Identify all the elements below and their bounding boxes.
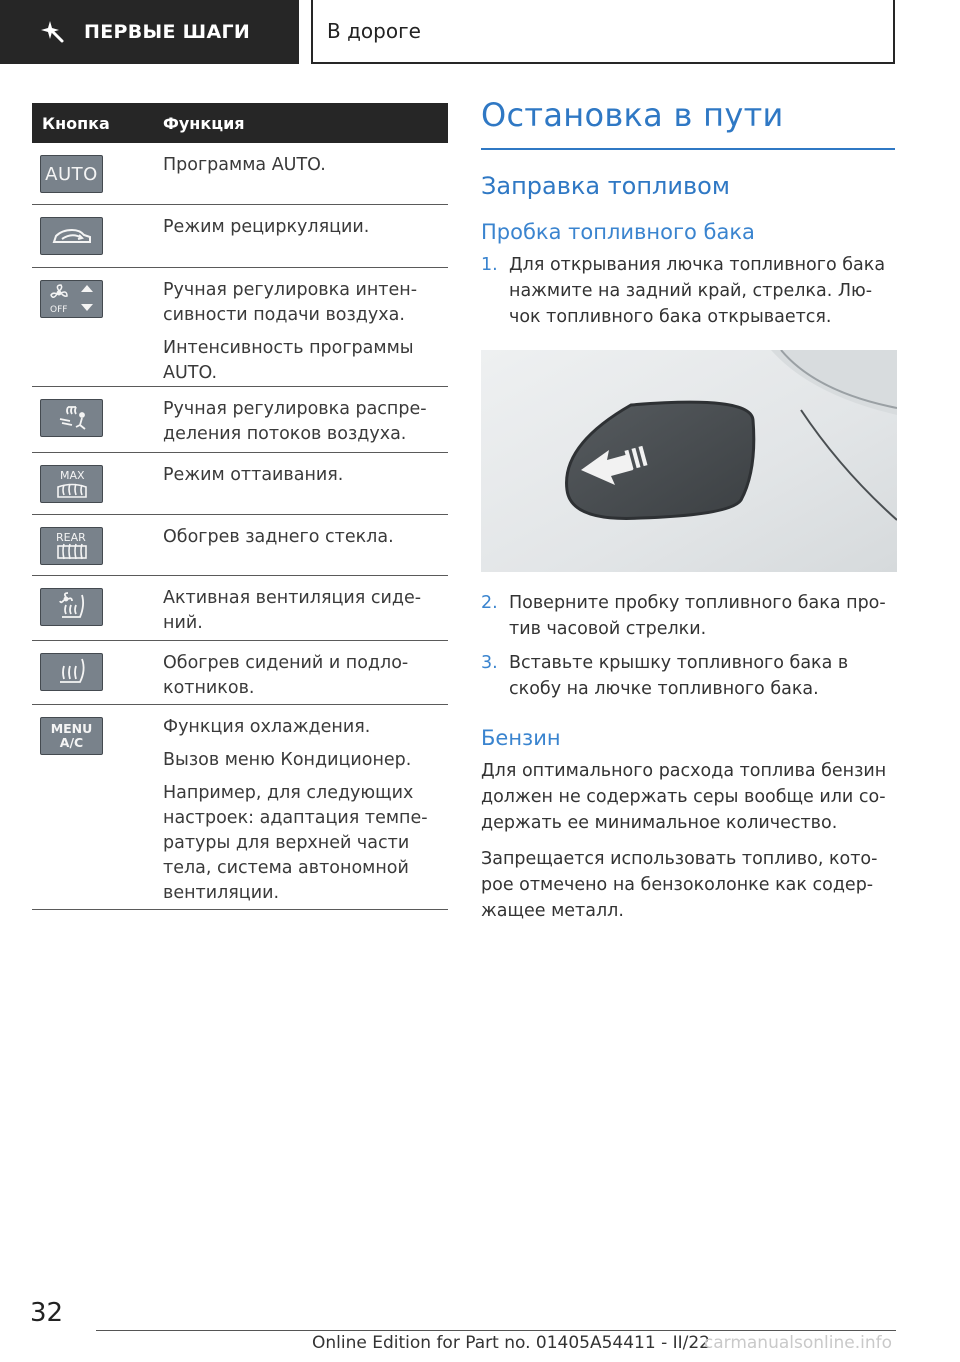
right-column (481, 96, 895, 924)
col-button-header: Кнопка (42, 113, 110, 133)
table-row (32, 705, 448, 910)
function-text: Ручная регулировка распре-деления потоков воздуха. (163, 399, 427, 444)
max-defrost-icon (40, 465, 103, 503)
function-text: Режим оттаивания. (163, 465, 344, 485)
table-header (32, 103, 448, 143)
table-row (32, 453, 448, 515)
step-3: 3. Вставьте крышку топливного бака в скобу на лючке топливного бака. (481, 652, 849, 699)
petrol-paragraph-1: Для оптимального расхода топлива бензин должен не содержать серы вообще или со-держать ее минимальное количество. (481, 760, 887, 833)
function-text: Функция охлаждения. (163, 717, 371, 737)
footer-rule (96, 1330, 896, 1331)
svg-text:REAR: REAR (55, 531, 86, 544)
air-distribution-icon (40, 399, 103, 437)
heading-fuel-cap: Пробка топливного бака (481, 219, 755, 244)
function-text: Обогрев сидений и подло-котников. (163, 653, 409, 698)
table-row (32, 143, 448, 205)
table-row (32, 515, 448, 576)
step-1: 1. Для открывания лючка топливного бака нажмите на задний край, стрелка. Лю-чок топливного бака открывается. (481, 254, 886, 327)
sparkle-arrow-icon (40, 19, 80, 45)
recirculation-icon (40, 217, 103, 255)
menu-ac-icon: MENU A/C (40, 717, 103, 755)
fuel-flap-image (481, 350, 897, 572)
function-text: Обогрев заднего стекла. (163, 527, 394, 547)
auto-button: AUTO (40, 155, 103, 193)
section-title: ПЕРВЫЕ ШАГИ (84, 21, 251, 43)
function-text: Активная вентиляция сиде-ний. (163, 588, 422, 633)
section-tab (0, 0, 299, 64)
seat-heating-icon (40, 653, 103, 691)
function-text: Режим рециркуляции. (163, 217, 370, 237)
heading-refueling: Заправка топливом (481, 171, 730, 200)
svg-text:MAX: MAX (59, 469, 85, 482)
fan-speed-icon (40, 280, 103, 318)
function-text: Ручная регулировка интен-сивности подачи воздуха. (163, 280, 418, 325)
heading-petrol: Бензин (481, 725, 561, 750)
function-text: Программа AUTO. (163, 155, 326, 175)
heading-stop-on-the-way: Остановка в пути (481, 96, 784, 134)
watermark: carmanualsonline.info (703, 1333, 892, 1353)
step-2: 2. Поверните пробку топливного бака про-тив часовой стрелки. (481, 592, 886, 639)
table-row (32, 576, 448, 641)
table-row (32, 205, 448, 268)
function-text: Интенсивность программы AUTO. (163, 338, 414, 383)
table-row (32, 641, 448, 705)
svg-text:OFF: OFF (49, 305, 67, 315)
function-text: Вызов меню Кондиционер. (163, 750, 412, 770)
rear-defrost-icon (40, 527, 103, 565)
function-text: Например, для следующих настроек: адаптация темпе-ратуры для верхней части тела, система автономной вентиляции. (163, 783, 428, 903)
seat-ventilation-icon (40, 588, 103, 626)
col-function-header: Функция (163, 113, 245, 133)
chapter-title: В дороге (311, 0, 895, 64)
page-number: 32 (30, 1298, 64, 1328)
edition-text: Online Edition for Part no. 01405A54411 - II/22 (311, 1333, 710, 1353)
table-row (32, 268, 448, 387)
climate-buttons-table (32, 103, 448, 910)
table-row (32, 387, 448, 453)
petrol-paragraph-2: Запрещается использовать топливо, кото-рое отмечено на бензоколонке как содер-жащее металл. (481, 848, 878, 921)
heading-rule (481, 148, 895, 150)
